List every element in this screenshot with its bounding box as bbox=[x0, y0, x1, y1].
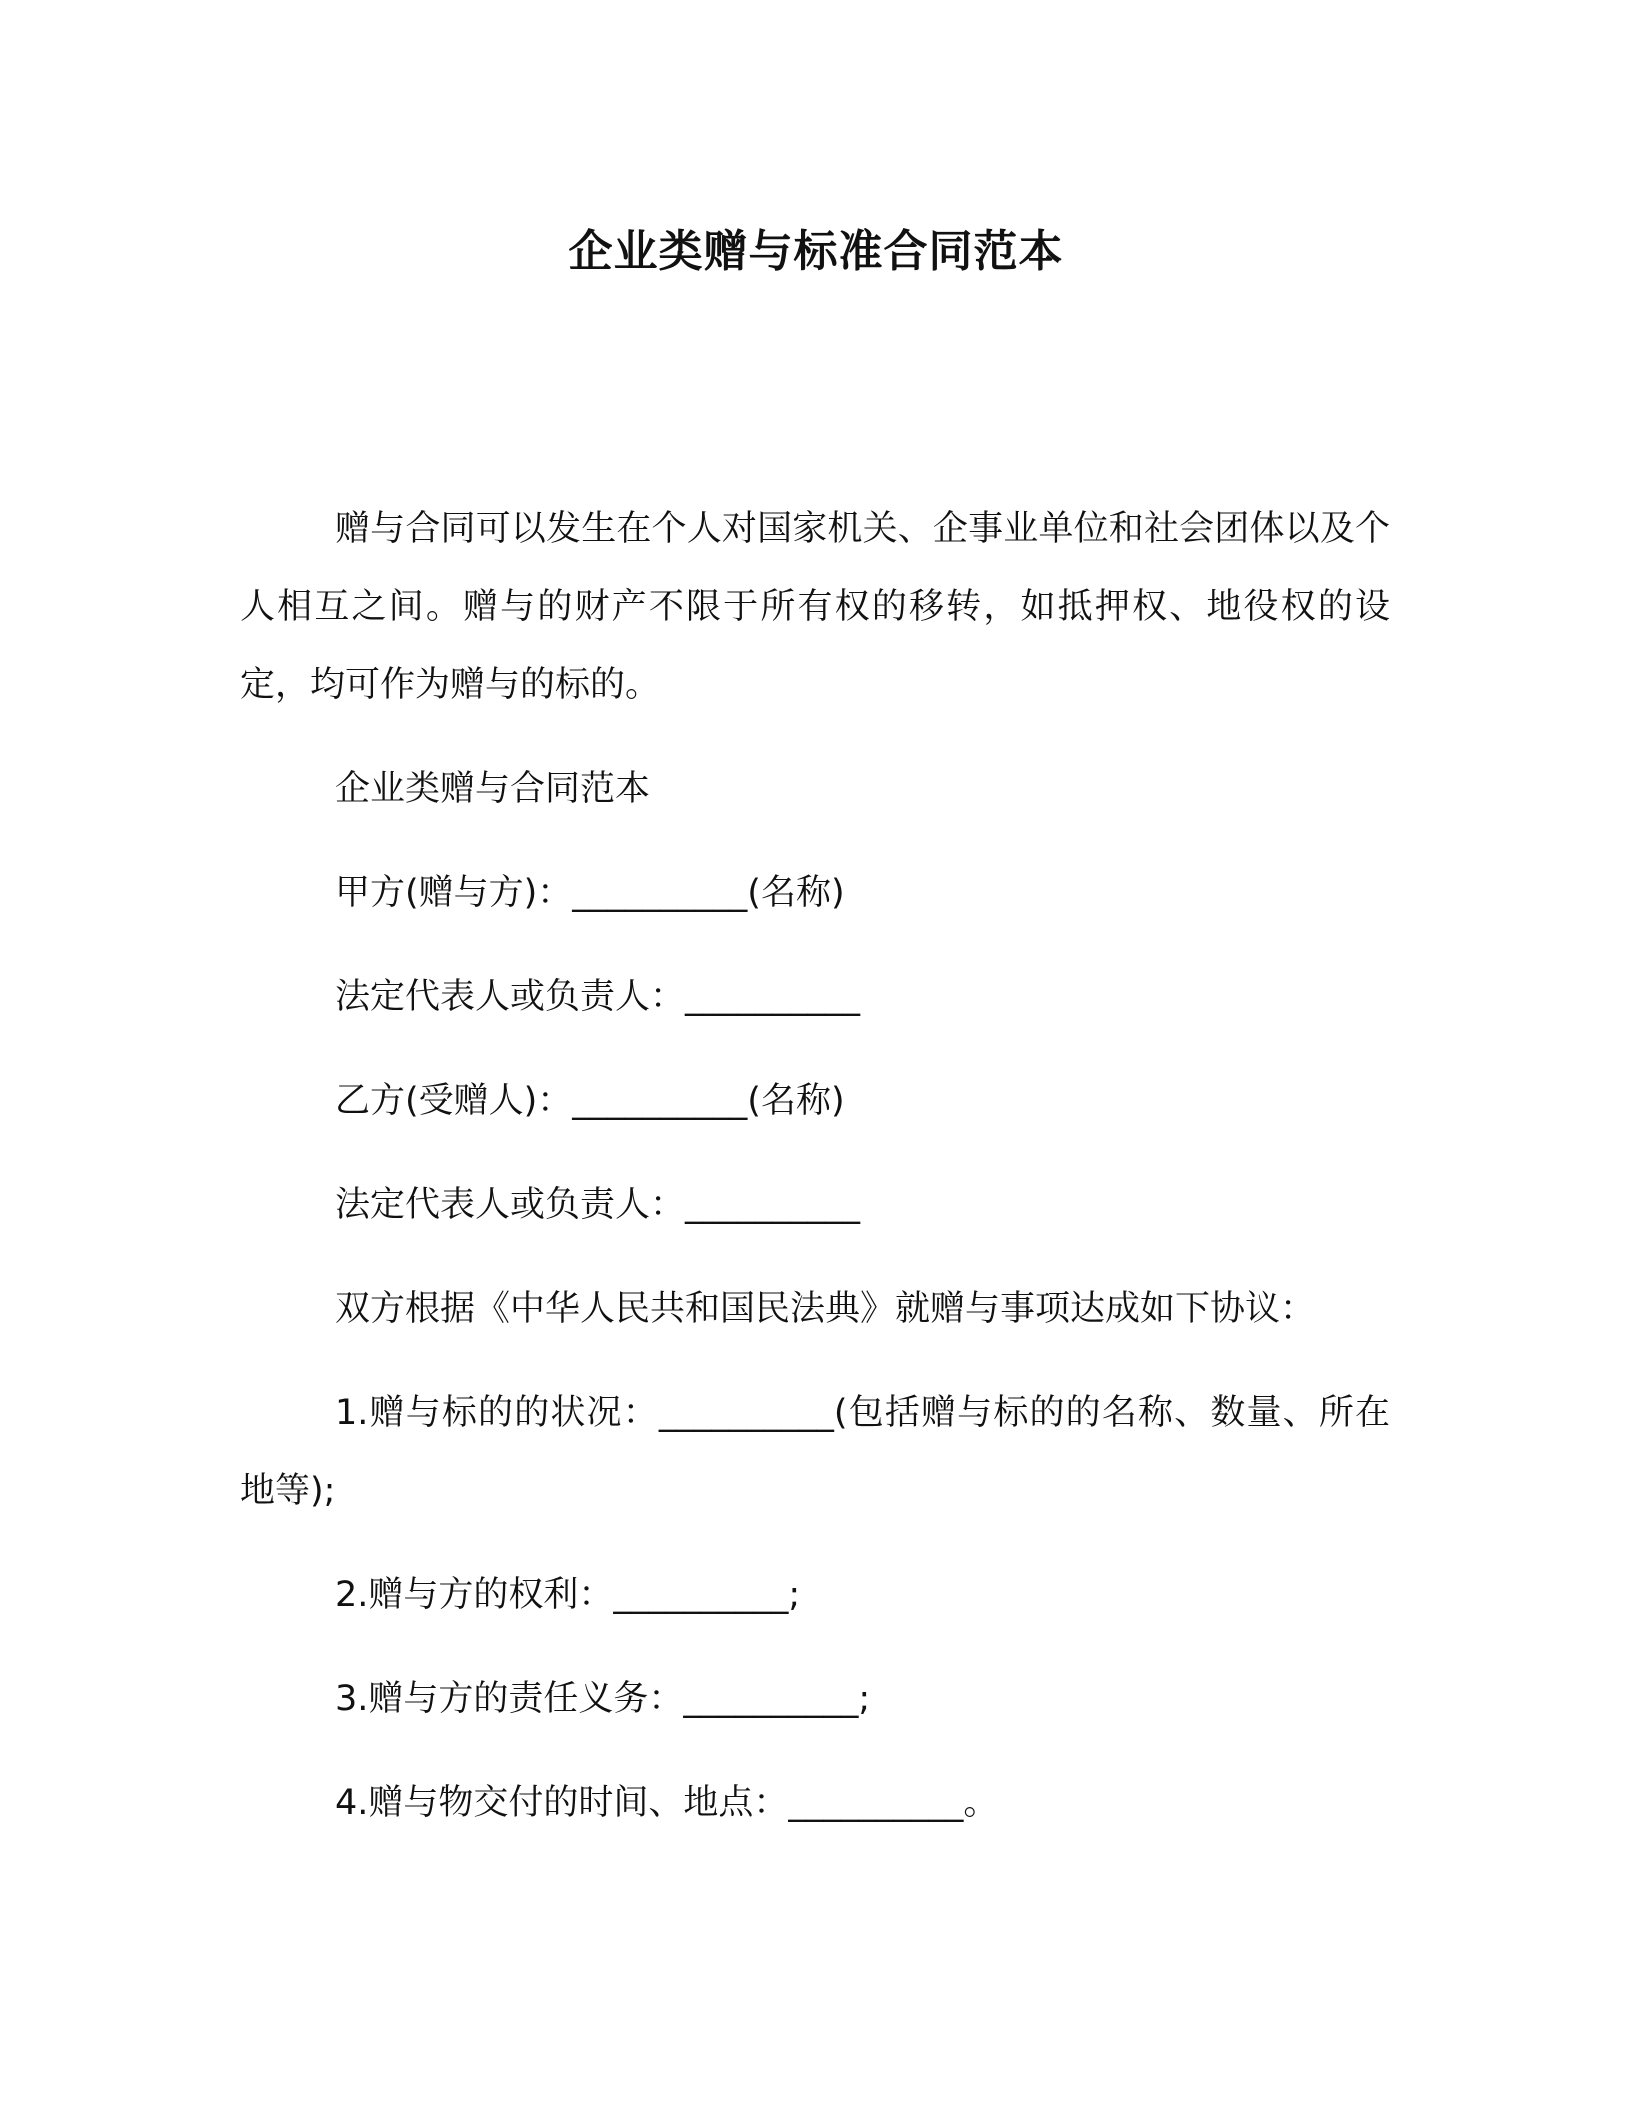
document-body bbox=[240, 490, 1390, 1868]
party-a-representative-line: 法定代表人或负责人：__________ bbox=[335, 977, 861, 1017]
party-b-representative-line: 法定代表人或负责人：__________ bbox=[335, 1185, 861, 1225]
clause-1: 1.赠与标的的状况：__________(包括赠与标的的名称、数量、所在地等); bbox=[240, 1393, 1390, 1511]
clause-4: 4.赠与物交付的时间、地点：__________。 bbox=[335, 1783, 999, 1823]
agreement-basis-line: 双方根据《中华人民共和国民法典》就赠与事项达成如下协议： bbox=[335, 1289, 1316, 1329]
intro-paragraph: 赠与合同可以发生在个人对国家机关、企事业单位和社会团体以及个人相互之间。赠与的财产不限于所有权的移转，如抵押权、地役权的设定，均可作为赠与的标的。 bbox=[240, 509, 1390, 705]
document-title: 企业类赠与标准合同范本 bbox=[568, 226, 1064, 277]
party-b-line: 乙方(受赠人)：__________(名称) bbox=[335, 1081, 845, 1121]
contract-subtitle: 企业类赠与合同范本 bbox=[335, 769, 651, 809]
clause-2: 2.赠与方的权利：__________; bbox=[335, 1575, 801, 1615]
party-a-line: 甲方(赠与方)：__________(名称) bbox=[335, 873, 845, 913]
clause-3: 3.赠与方的责任义务：__________; bbox=[335, 1679, 871, 1719]
